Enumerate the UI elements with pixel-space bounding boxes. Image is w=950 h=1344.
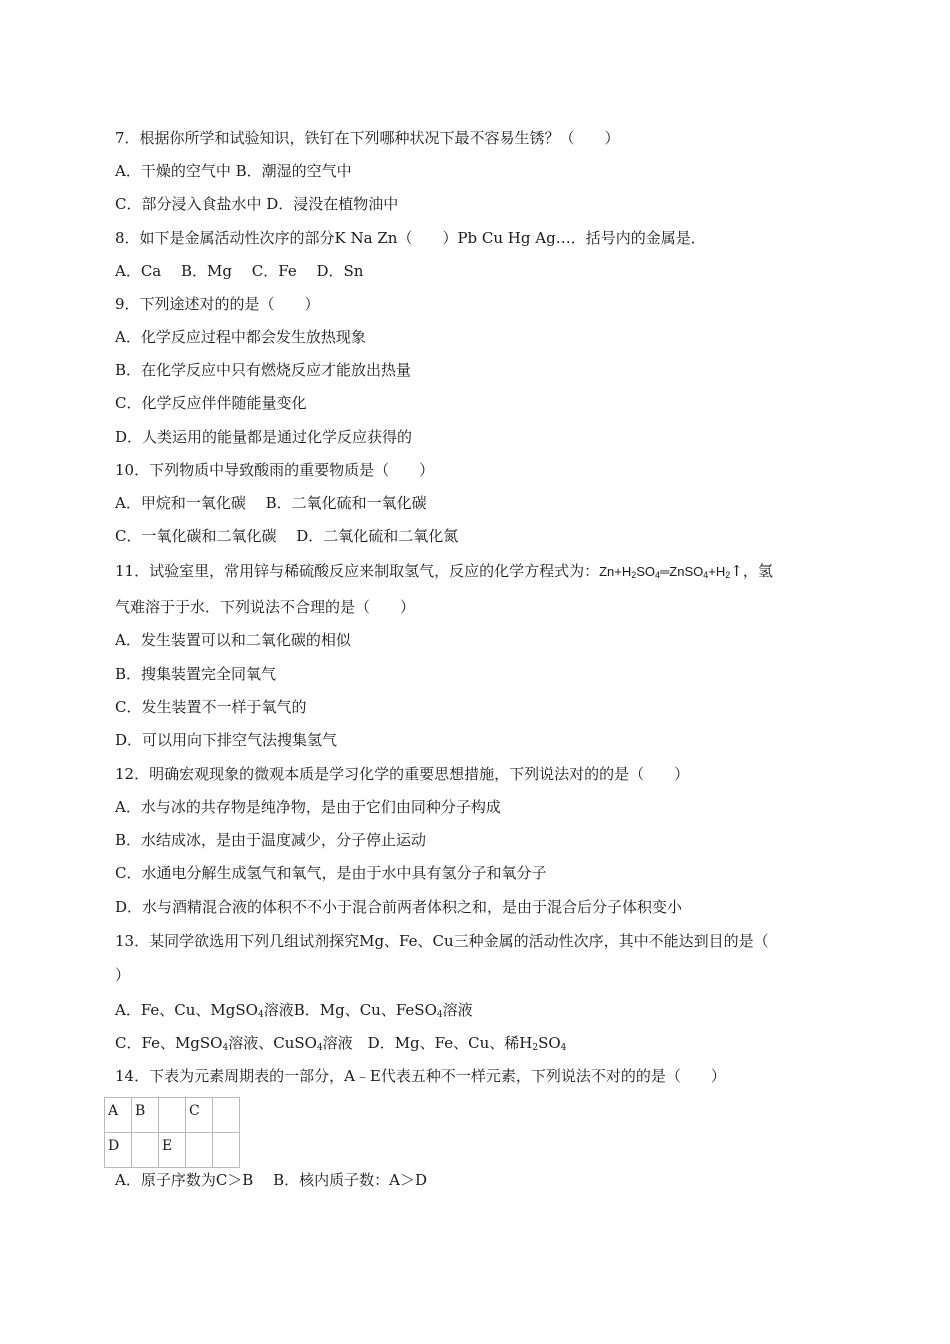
question-12-option-b: B．水结成冰，是由于温度减少，分子停止运动 bbox=[115, 831, 427, 849]
table-cell: A bbox=[105, 1098, 132, 1133]
question-10-option-cd: C．一氧化碳和二氧化碳 D．二氧化硫和二氧化氮 bbox=[115, 527, 459, 545]
question-7-option-cd: C．部分浸入食盐水中 D．浸没在植物油中 bbox=[115, 195, 399, 213]
question-12-option-a: A．水与冰的共存物是纯净物，是由于它们由同种分子构成 bbox=[115, 798, 501, 816]
question-9-option-c: C．化学反应伴伴随能量变化 bbox=[115, 394, 307, 412]
table-cell bbox=[159, 1098, 186, 1133]
table-cell bbox=[132, 1133, 159, 1168]
question-11-stem: 11．试验室里，常用锌与稀硫酸反应来制取氢气，反应的化学方程式为：$Zn+H_2SO_4═ZnSO_4+H_2↑$，氢 bbox=[115, 562, 773, 580]
question-11-stem-line2: 气难溶于于水．下列说法不合理的是（ ） bbox=[115, 598, 416, 616]
question-8-options: A．Ca B．Mg C．Fe D．Sn bbox=[115, 262, 364, 280]
table-cell: D bbox=[105, 1133, 132, 1168]
table-cell bbox=[213, 1133, 240, 1168]
question-12-stem: 12．明确宏观现象的微观本质是学习化学的重要思想措施，下列说法对的的是（ ） bbox=[115, 765, 690, 783]
table-cell bbox=[213, 1098, 240, 1133]
table-cell: C bbox=[186, 1098, 213, 1133]
question-10-stem: 10．下列物质中导致酸雨的重要物质是（ ） bbox=[115, 461, 435, 479]
question-12-option-d: D．水与酒精混合液的体积不不小于混合前两者体积之和，是由于混合后分子体积变小 bbox=[115, 898, 683, 916]
question-8-stem: 8．如下是金属活动性次序的部分K Na Zn（ ）Pb Cu Hg Ag…．括号内的金属是． bbox=[115, 229, 706, 247]
chemical-equation: $Zn+H_2SO_4═ZnSO_4+H_2$ bbox=[599, 564, 731, 580]
question-12-option-c: C．水通电分解生成氢气和氧气，是由于水中具有氢分子和氧分子 bbox=[115, 864, 547, 882]
question-10-option-ab: A．甲烷和一氧化碳 B．二氧化硫和一氧化碳 bbox=[115, 494, 427, 512]
question-11-option-a: A．发生装置可以和二氧化碳的相似 bbox=[115, 631, 351, 649]
question-13-option-cd: C．Fe、MgSO$_4$溶液、CuSO$_4$溶液 D．Mg、Fe、Cu、稀$H_2SO_4$ bbox=[115, 1034, 567, 1053]
question-11-option-b: B．搜集装置完全同氧气 bbox=[115, 665, 277, 683]
question-9-option-a: A．化学反应过程中都会发生放热现象 bbox=[115, 328, 366, 346]
question-7-option-ab: A．干燥的空气中 B．潮湿的空气中 bbox=[115, 162, 352, 180]
question-13-stem: 13．某同学欲选用下列几组试剂探究Mg、Fe、Cu三种金属的活动性次序，其中不能达到目的是（ bbox=[115, 932, 769, 950]
table-row bbox=[105, 1133, 240, 1168]
table-cell bbox=[186, 1133, 213, 1168]
question-9-option-b: B．在化学反应中只有燃烧反应才能放出热量 bbox=[115, 361, 412, 379]
question-9-stem: 9．下列途述对的的是（ ） bbox=[115, 295, 320, 313]
question-11-option-d: D．可以用向下排空气法搜集氢气 bbox=[115, 731, 338, 749]
question-14-stem: 14．下表为元素周期表的一部分，A﹣E代表五种不一样元素，下列说法不对的的是（ ） bbox=[115, 1067, 726, 1085]
table-cell: B bbox=[132, 1098, 159, 1133]
question-13-option-ab: A．Fe、Cu、MgSO$_4$溶液B．Mg、Cu、FeSO$_4$溶液 bbox=[115, 1001, 473, 1020]
question-13-stem-line2: ） bbox=[115, 966, 131, 984]
question-14-options: A．原子序数为C＞B B．核内质子数：A＞D bbox=[115, 1171, 427, 1189]
question-11-option-c: C．发生装置不一样于氧气的 bbox=[115, 698, 307, 716]
question-9-option-d: D．人类运用的能量都是通过化学反应获得的 bbox=[115, 428, 413, 446]
table-row bbox=[105, 1098, 240, 1133]
table-cell: E bbox=[159, 1133, 186, 1168]
periodic-table-fragment bbox=[104, 1097, 240, 1168]
question-7-stem: 7．根据你所学和试验知识，铁钉在下列哪种状况下最不容易生锈？（ ） bbox=[115, 129, 620, 147]
